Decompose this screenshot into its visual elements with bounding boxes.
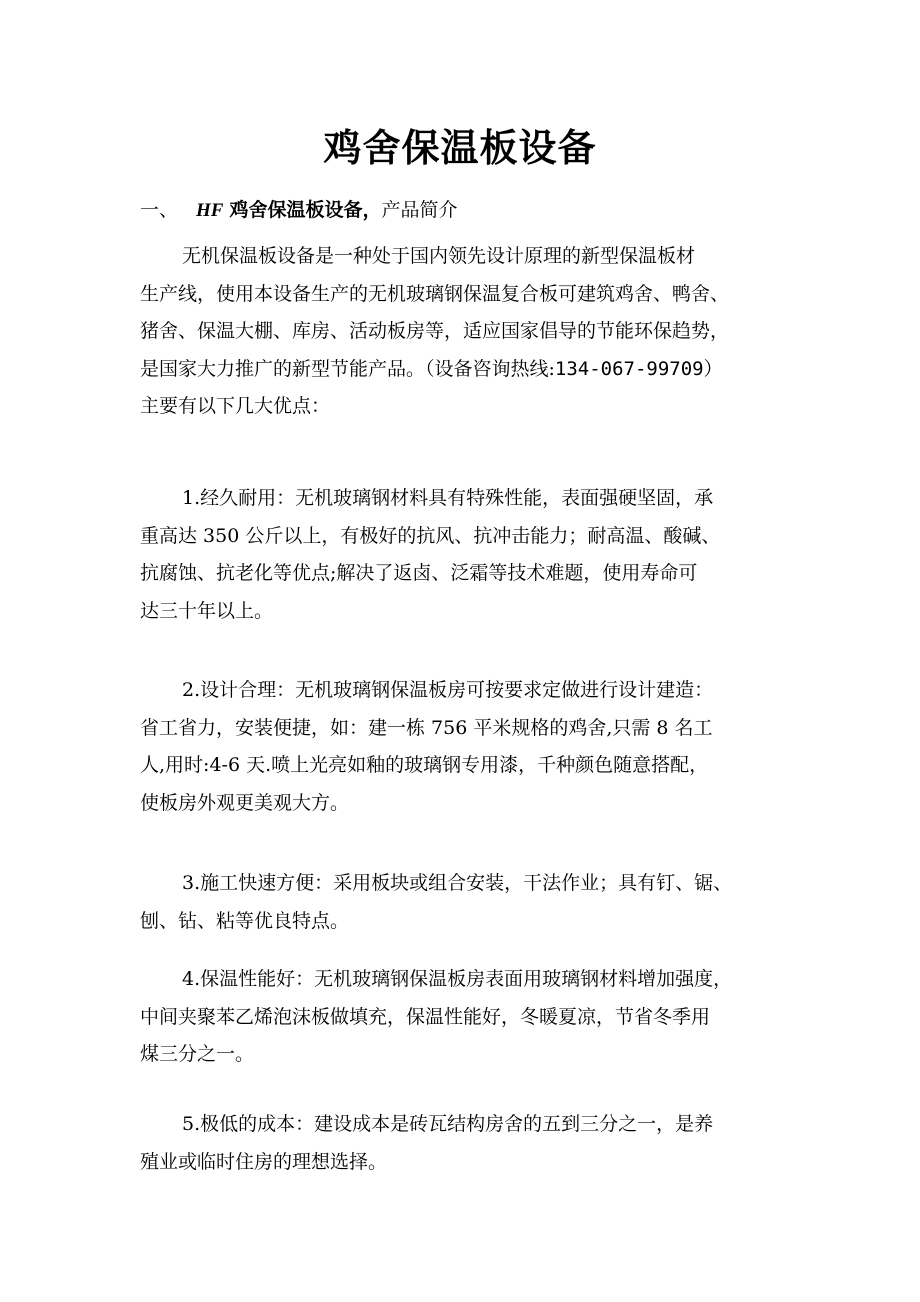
- advantage-line: 2.设计合理：无机玻璃钢保温板房可按要求定做进行设计建造：: [182, 679, 714, 701]
- advantage-item-1: [140, 480, 800, 630]
- advantage-line: 抗腐蚀、抗老化等优点;解决了返卤、泛霜等技术难题，使用寿命可: [140, 562, 698, 584]
- advantage-item-5: [140, 1106, 800, 1181]
- product-name: 鸡舍保温板设备，: [229, 199, 382, 221]
- section-subtitle: 产品简介: [381, 199, 458, 221]
- advantage-line: 1.经久耐用：无机玻璃钢材料具有特殊性能，表面强硬坚固，承: [182, 487, 714, 509]
- advantage-item-2: [140, 672, 800, 822]
- advantage-line: 使板房外观更美观大方。: [140, 791, 350, 814]
- advantage-line: 重高达 350 公斤以上，有极好的抗风、抗冲击能力；耐高温、酸碱、: [140, 524, 721, 547]
- hotline-close: ）: [703, 357, 723, 380]
- page-title: 鸡舍保温板设备: [323, 125, 597, 170]
- advantage-line: 达三十年以上。: [140, 599, 274, 622]
- advantage-line: 刨、钻、粘等优良特点。: [140, 909, 350, 932]
- intro-line: 生产线，使用本设备生产的无机玻璃钢保温复合板可建筑鸡舍、鸭舍、: [140, 282, 730, 305]
- advantage-line: 3.施工快速方便：采用板块或组合安装，干法作业；具有钉、锯、: [182, 872, 733, 894]
- advantage-item-4: [140, 961, 800, 1074]
- advantage-line: 5.极低的成本：建设成本是砖瓦结构房舍的五到三分之一，是养: [182, 1113, 714, 1135]
- section-heading: [140, 196, 457, 225]
- intro-line: 猪舍、保温大棚、库房、活动板房等，适应国家倡导的节能环保趋势，: [140, 320, 730, 342]
- intro-line: 无机保温板设备是一种处于国内领先设计原理的新型保温板材: [182, 245, 696, 267]
- advantage-line: 4.保温性能好：无机玻璃钢保温板房表面用玻璃钢材料增加强度，: [182, 968, 733, 990]
- hotline-number: 134-067-99709: [554, 357, 704, 380]
- brand-name: HF: [196, 200, 224, 221]
- advantage-line: 人,用时:4-6 天.喷上光亮如釉的玻璃钢专用漆，千种颜色随意搭配，: [140, 754, 709, 776]
- advantages-intro: 主要有以下几大优点：: [140, 395, 331, 417]
- advantage-line: 省工省力，安装便捷，如：建一栋 756 平米规格的鸡舍,只需 8 名工: [140, 716, 713, 739]
- advantage-line: 殖业或临时住房的理想选择。: [140, 1150, 388, 1173]
- intro-line-hotline: [140, 351, 800, 389]
- advantage-line: 煤三分之一。: [140, 1043, 255, 1065]
- section-number: 一、: [140, 199, 179, 221]
- intro-paragraph: [140, 238, 800, 426]
- advantage-item-3: [140, 865, 800, 940]
- intro-text: 是国家大力推广的新型节能产品。（设备咨询热线:: [140, 357, 555, 380]
- advantage-line: 中间夹聚苯乙烯泡沫板做填充，保温性能好，冬暖夏凉，节省冬季用: [140, 1005, 711, 1028]
